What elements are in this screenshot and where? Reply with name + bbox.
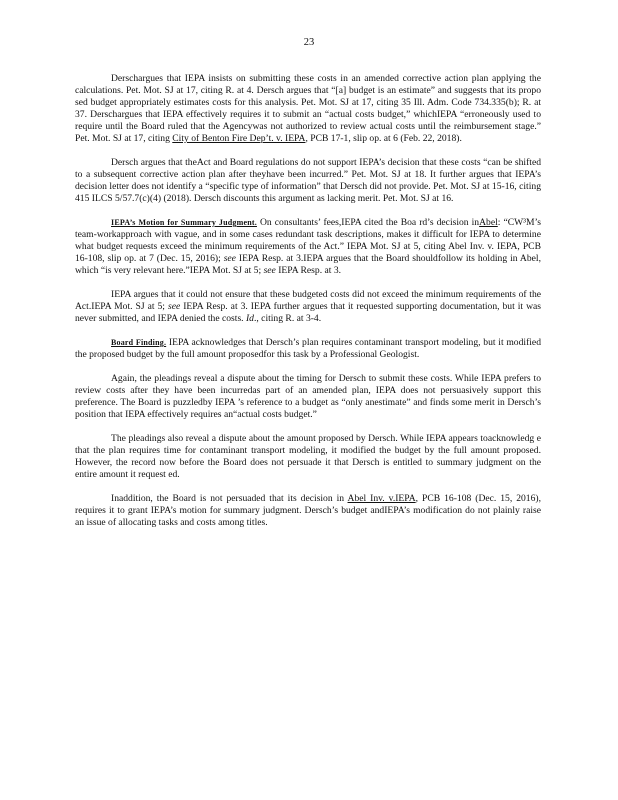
- text-run: IEPA Resp. at 3.IEPA argues that the Board shouldfollow its holding in Abel, which “is very relevant here.”IEPA Mot. SJ at 5;: [75, 253, 541, 276]
- paragraph: [75, 217, 541, 277]
- text-run: IEPA Resp. at 3. IEPA further argues that it requested supporting documentation, but it was never submitted, and IEPA denied the costs.: [75, 301, 542, 324]
- text-run: : “CW³M’s team-workapproach with vague, and in some cases redundant task descriptions, makes it difficult for IEPA to determine what budget requests exceed the minimum requirements of the Act.” IEPA Mot. SJ at 5, citing Abel Inv. v. IEPA, PCB 16-108, slip op. at 7 (Dec. 15, 2016);: [75, 217, 541, 264]
- text-run: Derschargues that IEPA insists on submitting these costs in an amended corrective action plan applying the calculations. Pet. Mot. SJ at 17, citing R. at 4. Dersch argues that “[a] budget is an estimate” and suggests that its propo sed budget appropriately estimates costs for this analysis. Pet. Mot. SJ at 17, citing 35 Ill. Adm. Code 734.335(b); R. at 37. Derschargues that IEPA effectively requires it to submit an “actual costs budget,” whichIEPA “erroneously used to require until the Board ruled that the Agencywas not authorized to review actual costs until the reimbursement stage.” Pet. Mot. SJ at 17, citing: [75, 73, 541, 144]
- text-run: Again, the pleadings reveal a dispute about the timing for Dersch to submit these costs. While IEPA prefers to review costs after they have been incurredas part of an amended plan, IEPA does not persuasively support this preference. The Board is puzzledby IEPA ’s reference to a budget as “only anestimate” and finds some merit in Dersch’s position that IEPA effectively requires an“actual costs budget.”: [75, 373, 541, 420]
- section-heading: IEPA’s Motion for Summary Judgment.: [111, 218, 257, 227]
- section-heading: Board Finding.: [111, 338, 167, 347]
- underlined-text: Abel Inv. v.IEPA: [347, 493, 416, 504]
- text-run: , PCB 17-1, slip op. at 6 (Feb. 22, 2018).: [305, 133, 462, 144]
- text-run: IEPA acknowledges that Dersch’s plan requires contaminant transport modeling, but it modified the proposed budget by the full amount proposedfor this task by a Professional Geologist.: [75, 337, 541, 360]
- text-run: ., citing R. at 3-4.: [253, 313, 322, 324]
- paragraph: [75, 493, 541, 529]
- underlined-text: Abel: [479, 217, 498, 228]
- page-number: 23: [303, 37, 315, 48]
- text-run: , PCB 16-108 (Dec. 15, 2016), requires it to grant IEPA’s motion for summary judgment. Dersch’s budget andIEPA’s modification do not plainly raise an issue of allocating tasks and costs among titles.: [75, 493, 541, 528]
- text-run: Inaddition, the Board is not persuaded that its decision in: [111, 493, 348, 504]
- text-run: IEPA argues that it could not ensure that these budgeted costs did not exceed the minimum requirements of the Act.IEPA Mot. SJ at 5;: [75, 289, 541, 312]
- italic-text: see: [167, 301, 181, 312]
- paragraph: [75, 433, 541, 481]
- text-run: The pleadings also reveal a dispute about the amount proposed by Dersch. While IEPA appears toacknowledg e that the plan requires time for contaminant transport modeling, it modified the budget by the full amount proposed. However, the record now before the Board does not persuade it that Dersch is entitled to summary judgment on the entire amount it request ed.: [75, 433, 541, 480]
- italic-text: see: [263, 265, 276, 276]
- text-run: On consultants’ fees,IEPA cited the Boa rd’s decision in: [256, 217, 480, 228]
- paragraph: [75, 337, 541, 361]
- underlined-text: City of Benton Fire Dep’t. v. IEPA: [172, 133, 306, 144]
- italic-text: see: [223, 253, 236, 264]
- paragraph: [75, 373, 541, 421]
- text-run: Dersch argues that theAct and Board regulations do not support IEPA’s decision that these costs “can be shifted to a subsequent corrective action plan after theyhave been incurred.” Pet. Mot. SJ at 18. It further argues that IEPA’s decision letter does not identify a “specific type of information” that Dersch did not provide. Pet. Mot. SJ at 15-16, citing 415 ILCS 5/57.7(c)(4) (2018). Dersch discounts this argument as lacking merit. Pet. Mot. SJ at 16.: [75, 157, 541, 204]
- paragraph: [75, 157, 541, 205]
- text-run: IEPA Resp. at 3.: [275, 265, 342, 276]
- italic-text: Id: [245, 313, 254, 324]
- document-body: [75, 73, 541, 541]
- paragraph: [75, 289, 541, 325]
- paragraph: [75, 73, 541, 145]
